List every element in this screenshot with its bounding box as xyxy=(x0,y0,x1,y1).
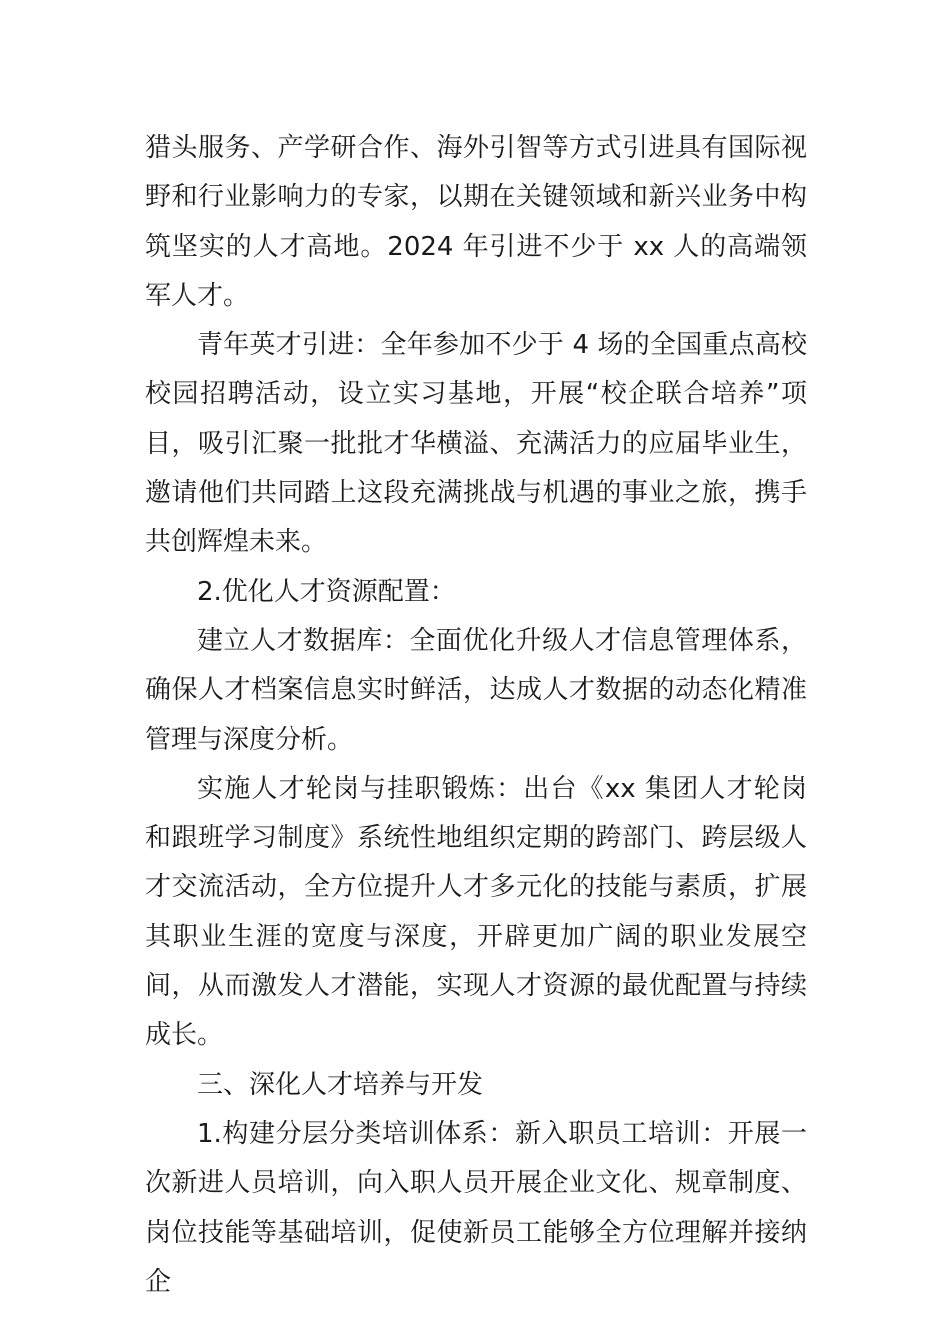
paragraph-4: 实施人才轮岗与挂职锻炼：出台《xx 集团人才轮岗和跟班学习制度》系统性地组织定期的跨部门、跨层级人才交流活动，全方位提升人才多元化的技能与素质，扩展其职业生涯的宽度与深度，开辟更加广阔的职业发展空间，从而激发人才潜能，实现人才资源的最优配置与持续成长。 xyxy=(145,773,807,1051)
paragraph-3: 建立人才数据库：全面优化升级人才信息管理体系，确保人才档案信息实时鲜活，达成人才数据的动态化精准管理与深度分析。 xyxy=(145,625,807,755)
section-heading-2: 2.优化人才资源配置： xyxy=(197,576,456,607)
document-body xyxy=(145,124,807,1307)
paragraph-2: 青年英才引进：全年参加不少于 4 场的全国重点高校校园招聘活动，设立实习基地，开展“校企联合培养”项目，吸引汇聚一批批才华横溢、充满活力的应届毕业生，邀请他们共同踏上这段充满挑战与机遇的事业之旅，携手共创辉煌未来。 xyxy=(145,330,807,558)
paragraph-5: 1.构建分层分类培训体系：新入职员工培训：开展一次新进人员培训，向入职人员开展企业文化、规章制度、岗位技能等基础培训，促使新员工能够全方位理解并接纳企 xyxy=(145,1118,807,1297)
section-heading-3: 三、深化人才培养与开发 xyxy=(197,1069,484,1100)
paragraph-1: 猎头服务、产学研合作、海外引智等方式引进具有国际视野和行业影响力的专家，以期在关键领域和新兴业务中构筑坚实的人才高地。2024 年引进不少于 xx 人的高端领军人才。 xyxy=(145,133,807,311)
